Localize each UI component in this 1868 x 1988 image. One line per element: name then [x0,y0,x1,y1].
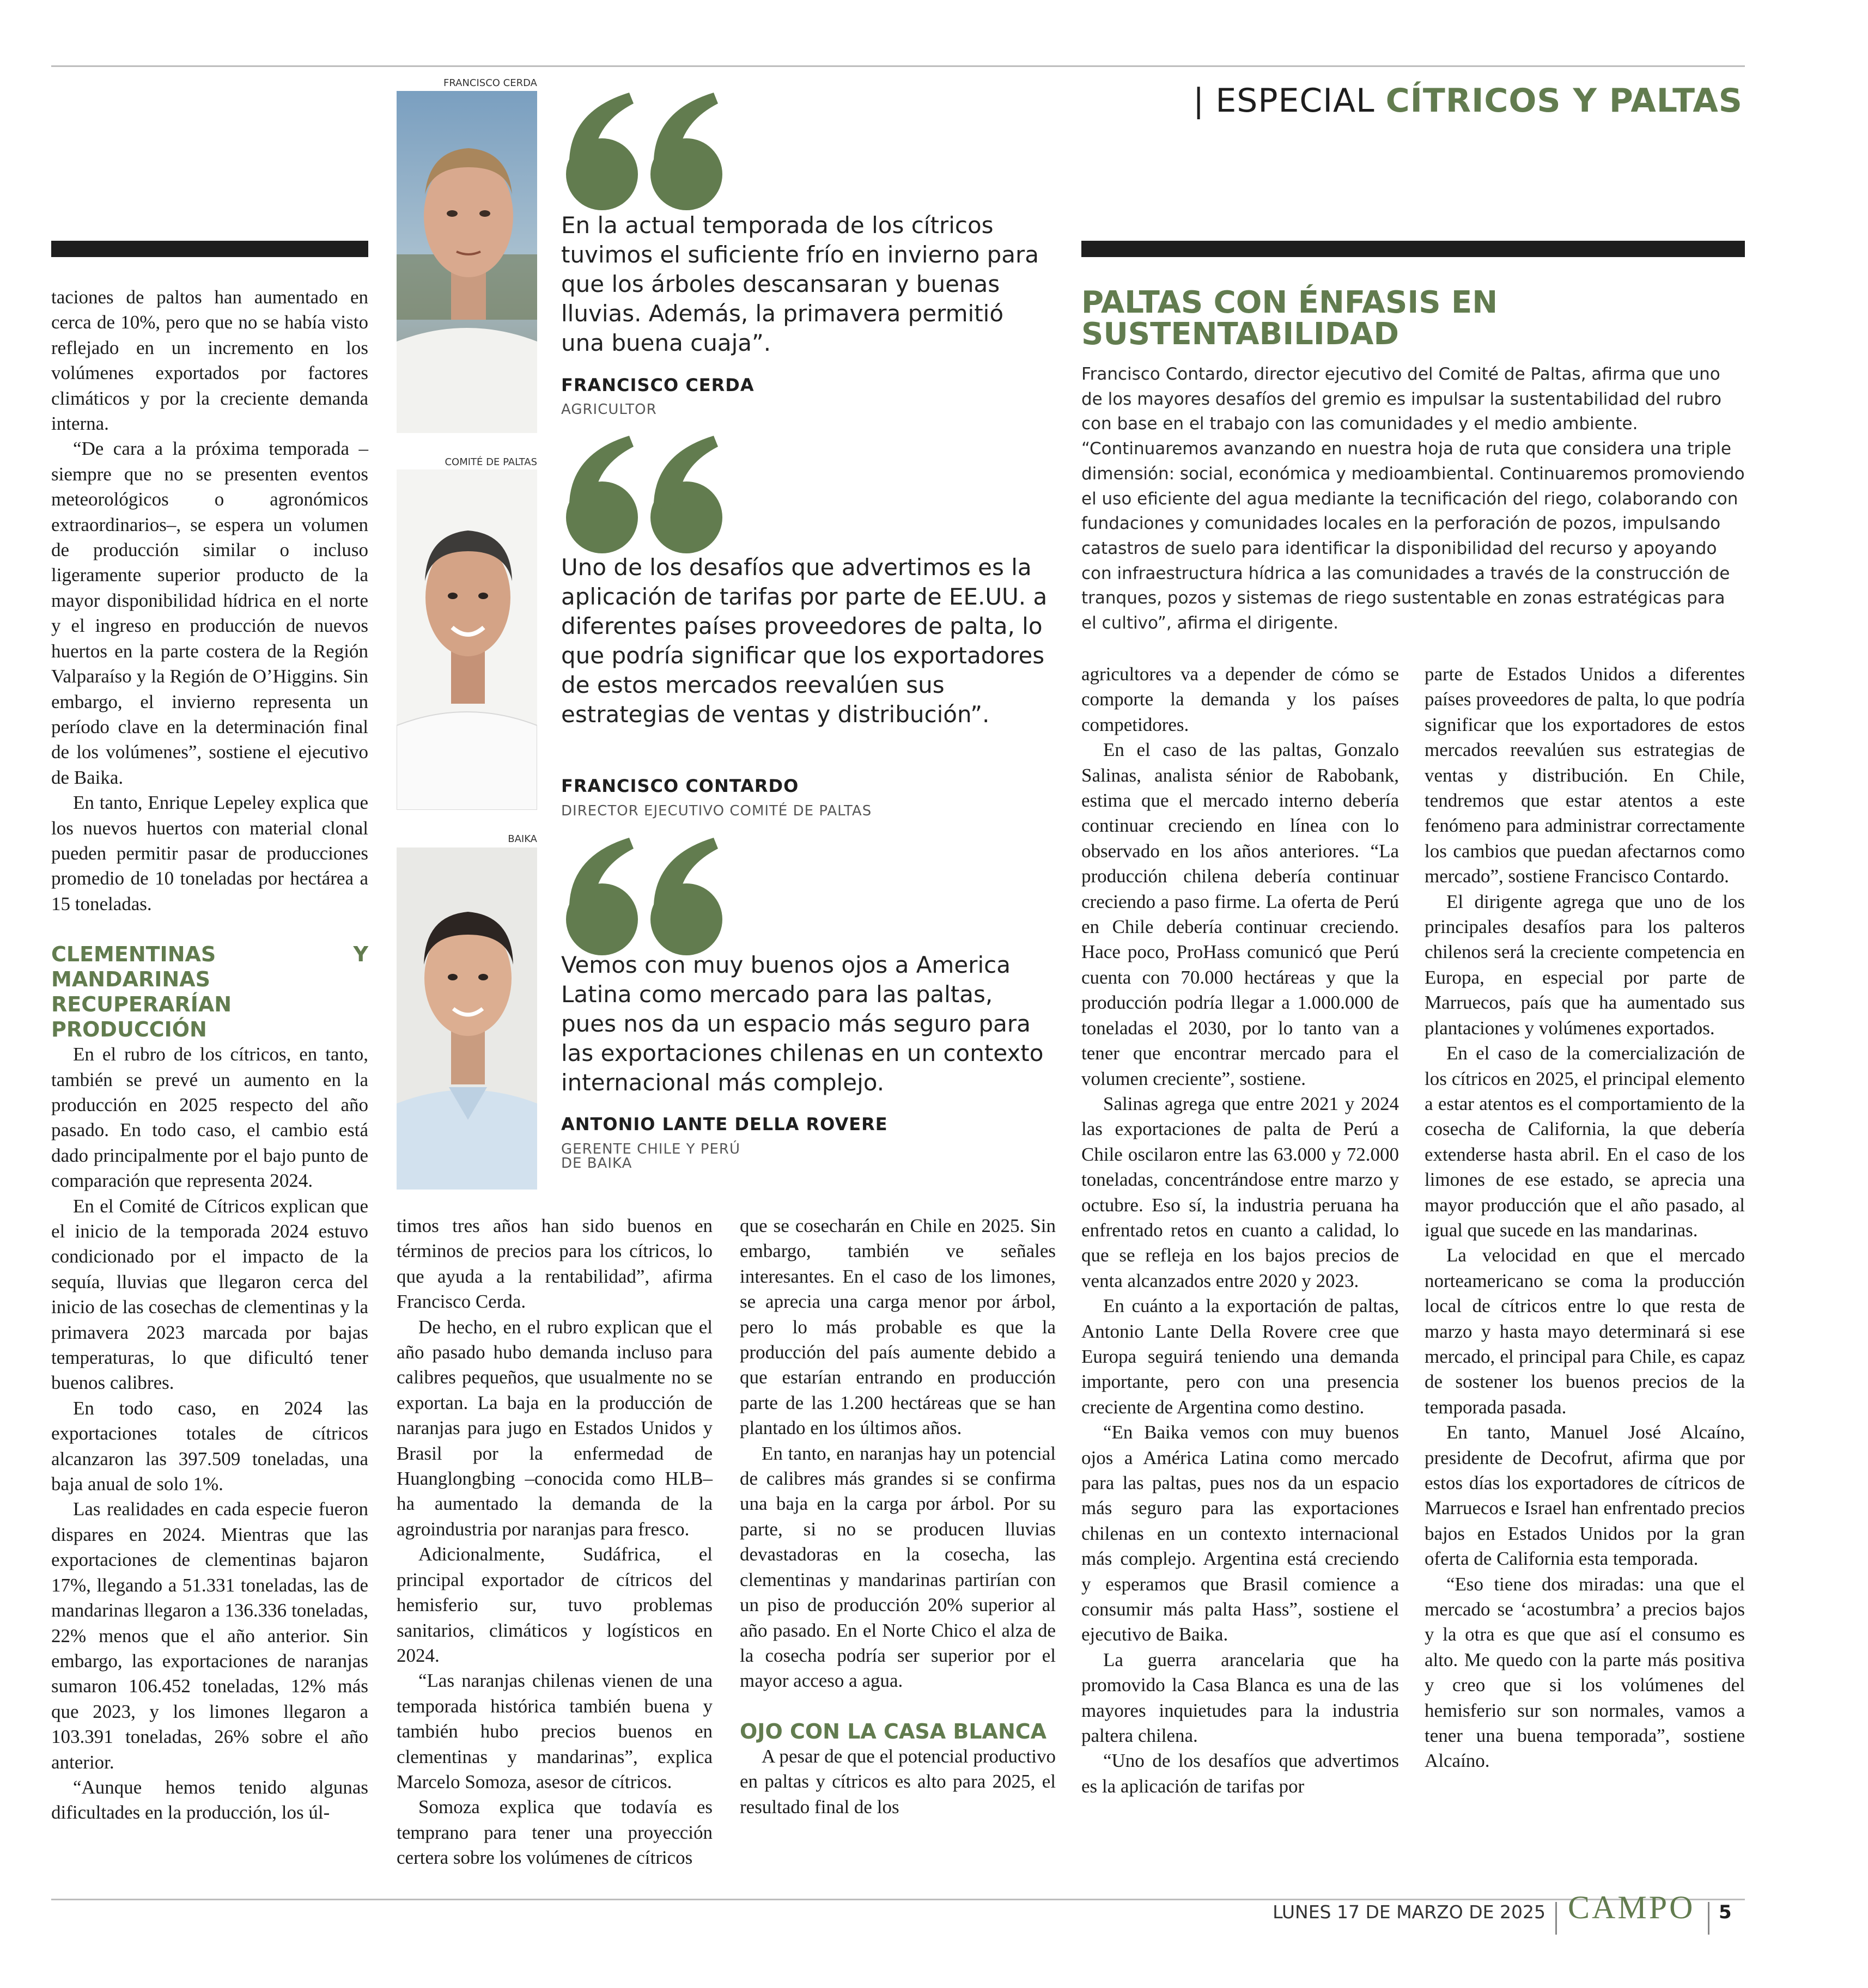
paragraph: Salinas agrega que entre 2021 y 2024 las exportaciones de palta de Perú a Chile oscilaron entre las 63.000 y 72.000 toneladas, concentrándose entre marzo y octubre. Eso sí, la industria peruana ha enfrentado retos en cuanto a calidad, lo que se refleja en los bajos precios de venta alcanzados entre 2020 y 2023. [1081,1093,1399,1291]
article-column-1 [51,285,368,1826]
top-rule [51,65,1745,67]
paragraph: que se cosecharán en Chile en 2025. Sin embargo, también ve señales interesantes. En el caso de los limones, se aprecia una carga menor por árbol, pero lo más probable es que la producción del país aumente debido a que estarían entrando en producción parte de las 1.200 hectáreas que se han plantado en los últimos años. [740,1215,1056,1439]
quote-mark-icon [564,93,727,212]
paragraph: Las realidades en cada especie fueron dispares en 2024. Mientras que las exportaciones de clementinas bajaron 17%, llegando a 51.331 toneladas, las de mandarinas llegaron a 136.336 toneladas, 22% menos que el año anterior. Sin embargo, las exportaciones de naranjas sumaron 106.452 toneladas, 12% más que 2023, y los limones llegaron a 103.391 toneladas, 26% sobre el año anterior. [51,1498,368,1773]
section-topic: CÍTRICOS Y PALTAS [1385,82,1743,120]
paragraph: El dirigente agrega que uno de los principales desafíos para los palteros chilenos será la creciente competencia en Europa, en especial por parte de Marruecos, país que ha aumentado sus plantaciones y volúmenes exportados. [1425,891,1745,1039]
subheading-clementinas: CLEMENTINAS Y MANDARINAS RECUPERARÍAN PRODUCCIÓN [51,942,368,1042]
paragraph: parte de Estados Unidos a diferentes países proveedores de palta, lo que podría significar que los exportadores de estos mercados reevalúen sus estrategias de ventas y distribución. En Chile, tendremos que estar atentos a este fenómeno para administrar correctamente los cambios que puedan afectarnos como mercado”, sostiene Francisco Contardo. [1425,663,1745,887]
paragraph: La guerra arancelaria que ha promovido la Casa Blanca es una de las mayores inquietudes para la industria paltera chilena. [1081,1649,1399,1747]
paragraph: En cuánto a la exportación de paltas, Antonio Lante Della Rovere cree que Europa seguirá teniendo una demanda importante, pero con una presencia creciente de Argentina como destino. [1081,1295,1399,1418]
pull-quote-text: Uno de los desafíos que advertimos es la aplicación de tarifas por parte de EE.UU. a diferentes países proveedores de palta, lo que podría significar que los exportadores de estos mercados reevalúen sus estrategias de ventas y distribución”. [561,554,1048,728]
bottom-rule [51,1899,1745,1900]
pull-quote-name: FRANCISCO CONTARDO [561,776,799,796]
column-bar-left [51,241,368,257]
paragraph: De hecho, en el rubro explican que el año pasado hubo demanda incluso para calibres pequeños, que usualmente no se exportan. La baja en la producción de naranjas para jugo en Estados Unidos y Brasil por la enfermedad de Huanglongbing –conocida como HLB– ha aumentado la demanda de la agroindustria por naranjas para fresco. [397,1316,713,1540]
article-column-2 [397,1213,713,1871]
paragraph: “Eso tiene dos miradas: una que el mercado se ‘acostumbra’ a precios bajos y la otra es que que así el consumo es alto. Me quedo con la parte más positiva y creo que si los volúmenes del hemisferio sur son normales, vamos a tener una buena temporada”, sostiene Alcaíno. [1425,1573,1745,1772]
subheading-casa-blanca: OJO CON LA CASA BLANCA [740,1719,1047,1743]
footer-divider [1708,1902,1709,1935]
pull-quote-name: ANTONIO LANTE DELLA ROVERE [561,1114,888,1135]
pull-quote-text: Vemos con muy buenos ojos a America Latina como mercado para las paltas, pues nos da un espacio más seguro para las exportaciones chilenas en un contexto internacional más complejo. [561,952,1044,1096]
photo-credit: FRANCISCO CERDA [443,77,537,89]
footer-publication: CAMPO [1568,1889,1695,1925]
article-column-4 [1081,662,1399,1799]
pull-quote-role: DE BAIKA [561,1155,632,1172]
paragraph: En todo caso, en 2024 las exportaciones totales de cítricos alcanzaron las 397.509 toneladas, una baja anual de solo 1%. [51,1397,368,1495]
pull-quote-name: FRANCISCO CERDA [561,375,754,395]
paragraph: “Aunque hemos tenido algunas dificultades en la producción, los úl- [51,1776,368,1824]
section-prefix: ESPECIAL [1215,82,1375,120]
photo-credit: COMITÉ DE PALTAS [445,456,537,468]
pull-quote-role: DIRECTOR EJECUTIVO COMITÉ DE PALTAS [561,803,872,819]
paragraph: “En Baika vemos con muy buenos ojos a América Latina como mercado para las paltas, pues nos da un espacio más seguro para las exportaciones chilenas en un contexto internacional más complejo. Argentina está creciendo y esperamos que Brasil comience a consumir más palta Hass”, sostiene el ejecutivo de Baika. [1081,1422,1399,1645]
portrait-photo-contardo [397,469,537,810]
sidebar-bar [1081,241,1745,257]
paragraph: En el rubro de los cítricos, en tanto, también se prevé un aumento en la producción en 2025 respecto del año pasado. En todo caso, el cambio está dado principalmente por el bajo punto de comparación que representa 2024. [51,1044,368,1192]
paragraph: En tanto, en naranjas hay un potencial de calibres más grandes si se confirma una baja en la carga por árbol. Por su parte, si no se producen lluvias devastadoras en la cosecha, las clementinas y mandarinas partirían con un piso de producción 20% superior al año pasado. En el Norte Chico el alza de la cosecha podría ser superior por el mayor acceso a agua. [740,1442,1056,1692]
sidebar-headline: PALTAS CON ÉNFASIS EN SUSTENTABILIDAD [1081,285,1498,352]
footer-date: LUNES 17 DE MARZO DE 2025 [1273,1901,1545,1923]
footer-divider [1555,1902,1557,1935]
paragraph: Adicionalmente, Sudáfrica, el principal exportador de cítricos del hemisferio sur, tuvo problemas sanitarios, climáticos y logísticos en 2024. [397,1544,713,1666]
pull-quote-role: GERENTE CHILE Y PERÚ [561,1141,740,1157]
paragraph: “Las naranjas chilenas vienen de una temporada histórica también buena y también hubo precios buenos en clementinas y mandarinas”, explica Marcelo Somoza, asesor de cítricos. [397,1670,713,1792]
article-column-5 [1425,662,1745,1774]
paragraph: agricultores va a depender de cómo se comporte la demanda y los países competidores. [1081,663,1399,735]
paragraph: En el Comité de Cítricos explican que el inicio de la temporada 2024 estuvo condicionado por el impacto de la sequía, lluvias que llegaron cerca del inicio de las cosechas de clementinas y la primavera 2023 marcada por bajas temperaturas, lo que dificultó tener buenos calibres. [51,1195,368,1394]
paragraph: timos tres años han sido buenos en términos de precios para los cítricos, lo que ayuda a la rentabilidad”, afirma Francisco Cerda. [397,1215,713,1313]
sidebar-intro: Francisco Contardo, director ejecutivo del Comité de Paltas, afirma que uno de los mayores desafíos del gremio es impulsar la sustentabilidad del rubro con base en el trabajo con las comunidades y el medio ambiente. “Continuaremos avanzando en nuestra hoja de ruta que considera una triple dimensión: social, económica y medioambiental. Continuaremos promoviendo el uso eficiente del agua mediante la tecnificación del riego, colaborando con fundaciones y comunidades locales en la perforación de pozos, impulsando catastros de suelo para identificar la disponibilidad del recurso y apoyando con infraestructura hídrica a las comunidades a través de la construcción de tranques, pozos y sistemas de riego sustentable en zonas estratégicas para el cultivo”, afirma el dirigente. [1081,364,1745,633]
portrait-photo-lante [397,847,537,1190]
article-column-3 [740,1213,1056,1820]
paragraph: En el caso de la comercialización de los cítricos en 2025, el principal elemento a estar atentos es el comportamiento de la cosecha de California, la que debería extenderse hasta abril. En el caso de los limones de ese estado, se aprecia una mayor producción que el año pasado, al igual que sucede en las mandarinas. [1425,1042,1745,1241]
paragraph: A pesar de que el potencial productivo en paltas y cítricos es alto para 2025, el resultado final de los [740,1745,1056,1818]
photo-credit: BAIKA [508,833,537,845]
paragraph: En el caso de las paltas, Gonzalo Salinas, analista sénior de Rabobank, estima que el mercado interno debería continuar creciendo en línea con lo observado en los años anteriores. “La producción chilena debería continuar creciendo a paso firme. La oferta de Perú en Chile debería continuar creciendo. Hace poco, ProHass comunicó que Perú cuenta con 70.000 hectáreas y que la producción podría llegar a 1.000.000 de toneladas el 2030, por lo tanto van a tener que encontrar mercado para el volumen creciente”, sostiene. [1081,739,1399,1089]
paragraph: En tanto, Manuel José Alcaíno, presidente de Decofrut, afirma que por estos días los exportadores de cítricos de Marruecos e Israel han enfrentado precios bajos en Estados Unidos por la gran oferta de California esta temporada. [1425,1422,1745,1570]
pull-quote-text: En la actual temporada de los cítricos tuvimos el suficiente frío en invierno para que los árboles descansaran y buenas lluvias. Además, la primavera permitió una buena cuaja”. [561,212,1039,356]
paragraph: Somoza explica que todavía es temprano para tener una proyección certera sobre los volúmenes de cítricos [397,1796,713,1869]
paragraph: “Uno de los desafíos que advertimos es la aplicación de tarifas por [1081,1750,1399,1797]
paragraph: “De cara a la próxima temporada –siempre que no se presenten eventos meteorológicos o agronómicos extraordinarios–, se espera un volumen de producción similar o incluso ligeramente superior producto de la mayor disponibilidad hídrica en el norte y el ingreso en producción de nuevos huertos en la parte costera de la Región Valparaíso y la Región de O’Higgins. Sin embargo, el invierno representa un período clave en la determinación final de los volúmenes”, sostiene el ejecutivo de Baika. [51,438,368,788]
quote-mark-icon [564,838,727,958]
pull-quote-role: AGRICULTOR [561,401,657,418]
footer-page-number: 5 [1719,1901,1732,1923]
paragraph: taciones de paltos han aumentado en cerca de 10%, pero que no se había visto reflejado en un incremento en los volúmenes exportados por factores climáticos y por la creciente demanda interna. [51,286,368,435]
paragraph: En tanto, Enrique Lepeley explica que los nuevos huertos con material clonal pueden permitir pasar de producciones promedio de 10 toneladas por hectárea a 15 toneladas. [51,792,368,914]
portrait-photo-cerda [397,91,537,433]
paragraph: La velocidad en que el mercado norteamericano se coma la producción local de cítricos entre lo que resta de marzo y hasta mayo determinará si ese mercado, el principal para Chile, es capaz de sostener los buenos precios de la temporada pasada. [1425,1245,1745,1418]
quote-mark-icon [564,436,727,556]
section-pipe: | [1193,82,1205,120]
section-header [1193,82,1743,120]
